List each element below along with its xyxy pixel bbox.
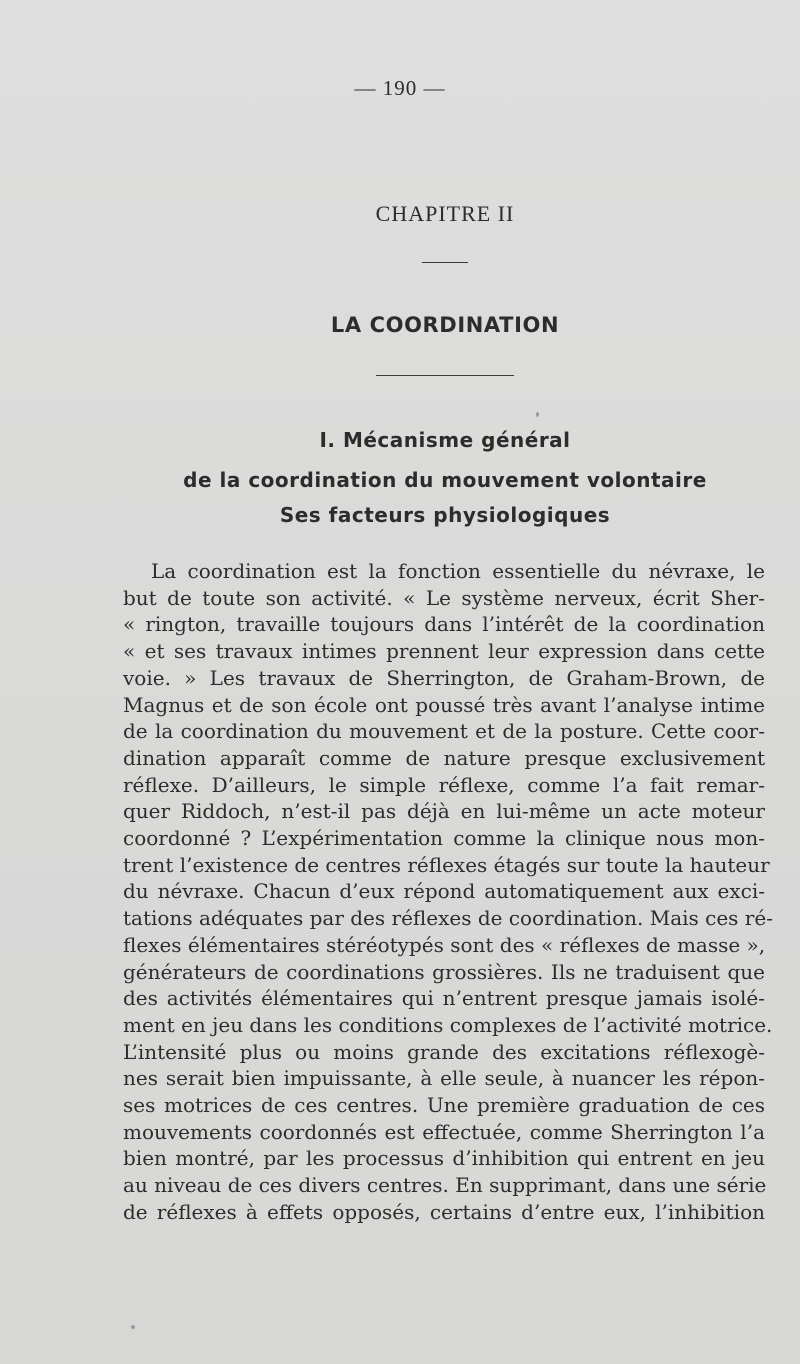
- text-line: « et ses travaux intimes prennent leur expression dans cette: [123, 639, 765, 664]
- page-number: — 190 —: [354, 76, 446, 100]
- text-line: nes serait bien impuissante, à elle seule, à nuancer les répon-: [123, 1066, 765, 1091]
- text-line: flexes élémentaires stéréotypés sont des « réflexes de masse »,: [123, 932, 766, 957]
- text-line: réflexe. D’ailleurs, le simple réflexe, comme l’a fait remar-: [123, 772, 765, 797]
- text-line: Magnus et de son école ont poussé très avant l’analyse intime: [123, 692, 765, 717]
- text-line: tations adéquates par des réflexes de coordination. Mais ces ré-: [123, 906, 773, 931]
- text-line: quer Riddoch, n’est-il pas déjà en lui-même un acte moteur: [123, 799, 765, 824]
- text-line: La coordination est la fonction essentielle du névraxe, le: [151, 559, 765, 583]
- text-line: des activités élémentaires qui n’entrent presque jamais isolé-: [123, 986, 765, 1011]
- text-line: de la coordination du mouvement et de la posture. Cette coor-: [123, 719, 765, 744]
- text-line: mouvements coordonnés est effectuée, comme Sherrington l’a: [123, 1119, 765, 1144]
- section-heading-line: de la coordination du mouvement volontaire: [183, 468, 707, 492]
- section-heading-line: Ses facteurs physiologiques: [279, 503, 611, 527]
- text-line: générateurs de coordinations grossières. Ils ne traduisent que: [123, 959, 765, 984]
- text-line: bien montré, par les processus d’inhibition qui entrent en jeu: [123, 1146, 765, 1171]
- paper-speck: [536, 412, 539, 417]
- text-line: L’intensité plus ou moins grande des excitations réflexogè-: [123, 1039, 765, 1064]
- chapter-title: LA COORDINATION: [330, 313, 560, 337]
- text-line: ses motrices de ces centres. Une première graduation de ces: [123, 1093, 765, 1118]
- text-line: de réflexes à effets opposés, certains d’entre eux, l’inhibition: [123, 1199, 765, 1224]
- text-line: « rington, travaille toujours dans l’intérêt de la coordination: [123, 612, 765, 637]
- text-line: dination apparaît comme de nature presque exclusivement: [123, 745, 765, 770]
- text-line: trent l’existence de centres réflexes étagés sur toute la hauteur: [123, 852, 770, 877]
- text-line: coordonné ? L’expérimentation comme la clinique nous mon-: [123, 826, 765, 851]
- divider-rule: [422, 262, 468, 263]
- section-heading-line: I. Mécanisme général: [319, 428, 571, 452]
- body-paragraph: [123, 558, 773, 1226]
- text-line: au niveau de ces divers centres. En supprimant, dans une série: [123, 1173, 767, 1198]
- divider-rule: [376, 375, 514, 376]
- text-line: but de toute son activité. « Le système nerveux, écrit Sher-: [123, 585, 765, 610]
- chapter-label: CHAPITRE II: [375, 201, 515, 226]
- paper-speck: [131, 1325, 135, 1329]
- text-line: ment en jeu dans les conditions complexes de l’activité motrice.: [123, 1012, 773, 1037]
- text-line: du névraxe. Chacun d’eux répond automatiquement aux exci-: [123, 879, 765, 904]
- text-line: voie. » Les travaux de Sherrington, de Graham-Brown, de: [123, 665, 765, 690]
